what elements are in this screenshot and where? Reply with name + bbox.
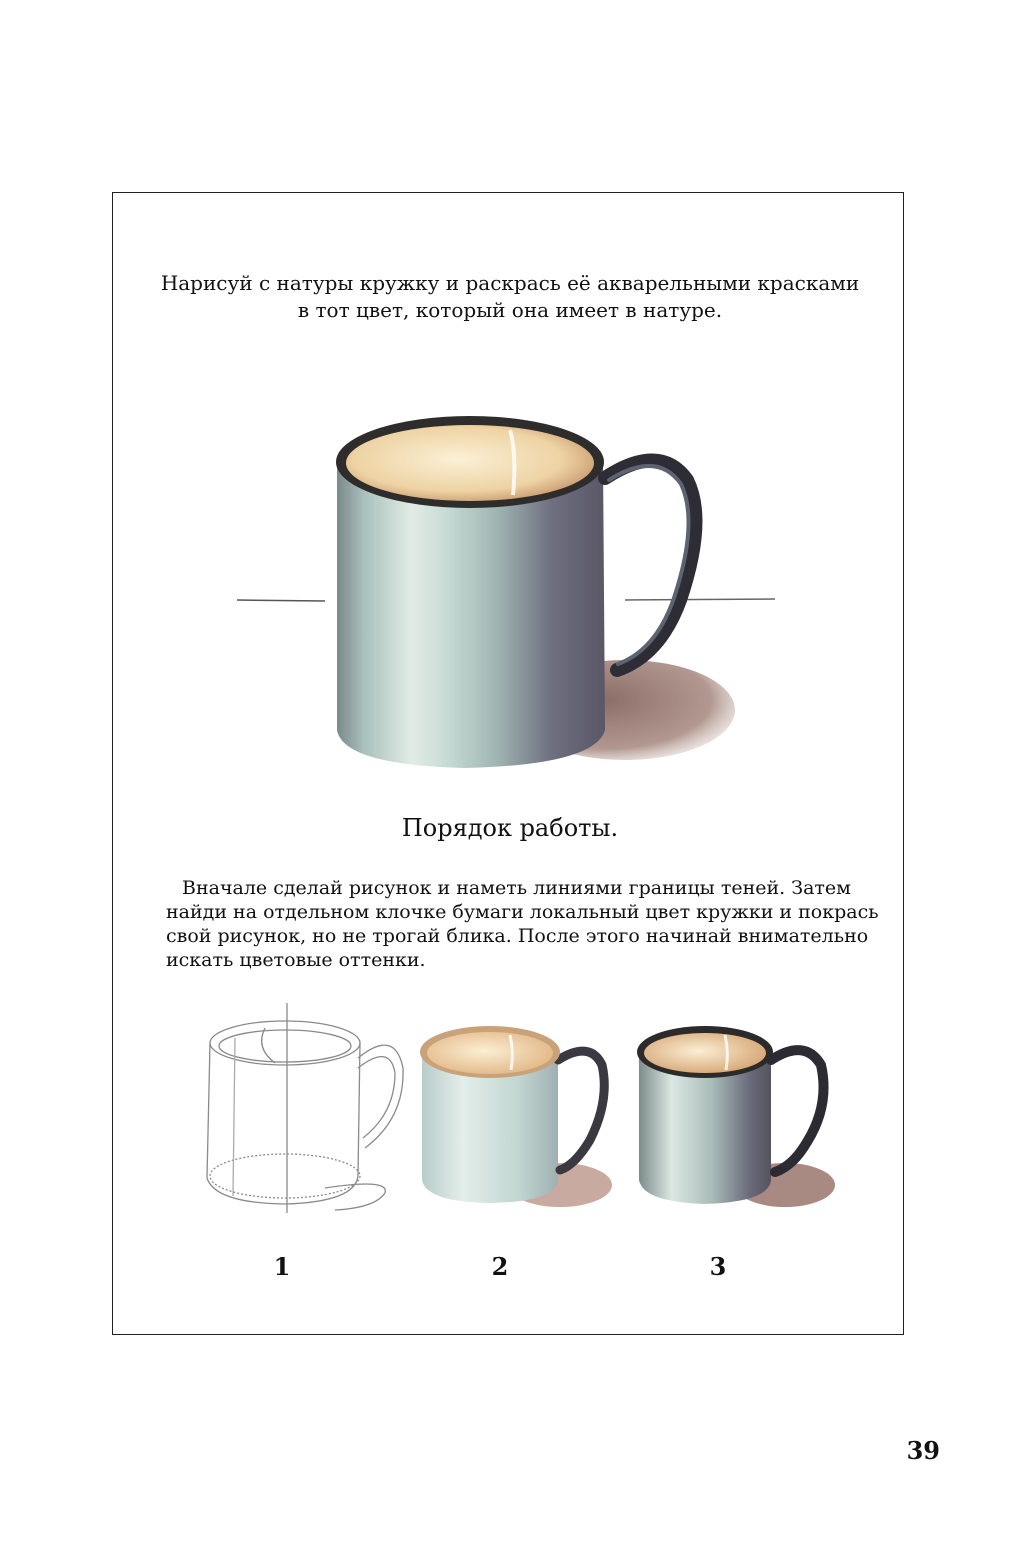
step-label-1: 1 xyxy=(273,1252,291,1281)
section-title: Порядок работы. xyxy=(401,814,619,842)
mug-illustration xyxy=(225,400,785,790)
step-1-sketch xyxy=(195,998,410,1220)
step-label-3: 3 xyxy=(709,1252,727,1281)
instructions-text xyxy=(166,876,879,972)
instructions-line-3: свой рисунок, но не трогай блика. После этого начинай внимательно xyxy=(166,925,869,947)
intro-text xyxy=(140,270,880,324)
step-2-wash xyxy=(410,1010,615,1210)
instructions-line-2: найди на отдельном клочке бумаги локальный цвет кружки и покрась xyxy=(166,901,879,923)
step-label-2: 2 xyxy=(491,1252,509,1281)
instructions-line-1: Вначале сделай рисунок и наметь линиями границы теней. Затем xyxy=(182,877,851,899)
intro-line-1: Нарисуй с натуры кружку и раскрась её акварельными красками xyxy=(160,271,860,295)
instructions-line-4: искать цветовые оттенки. xyxy=(166,949,426,971)
step-3-finished xyxy=(625,1010,840,1210)
page-number: 39 xyxy=(906,1436,940,1465)
intro-line-2: в тот цвет, который она имеет в натуре. xyxy=(297,298,723,322)
